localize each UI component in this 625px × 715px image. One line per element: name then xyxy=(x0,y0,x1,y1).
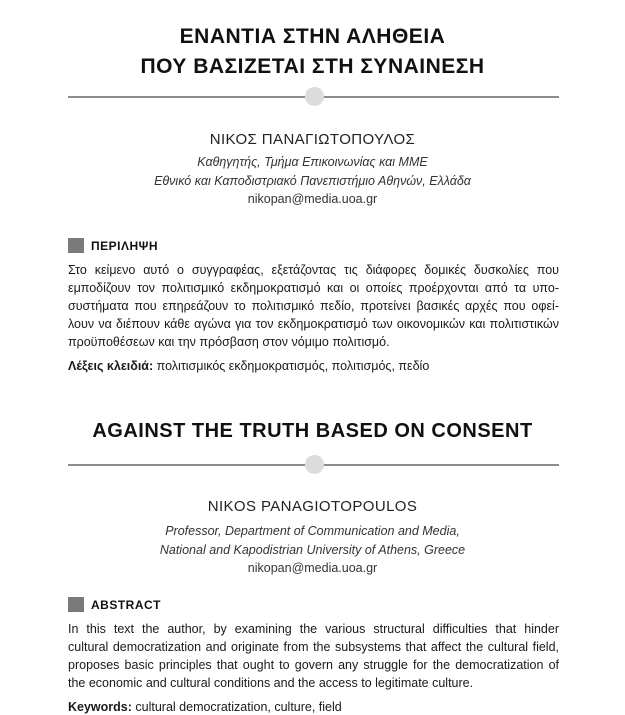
greek-affiliation-line-1: Καθηγητής, Τμήμα Επικοινωνίας και ΜΜΕ xyxy=(197,155,428,169)
english-keywords xyxy=(68,700,559,714)
greek-abstract-line: συστήματα που επηρεάζουν το πολιτισμικό πεδίο, προτείνει βασικές αρχές που οφεί- xyxy=(68,299,559,313)
greek-author-name: ΝΙΚΟΣ ΠΑΝΑΓΙΩΤΟΠΟΥΛΟΣ xyxy=(209,131,416,148)
divider-circle-icon xyxy=(305,87,324,106)
greek-abstract-line: λουν να διέπουν κάθε αγώνα για τον εκδημοκρατισμό των οικονομικών και πολιτιστικών xyxy=(68,317,559,331)
greek-affiliation xyxy=(40,153,585,191)
section-square-icon xyxy=(68,597,84,612)
english-author-name: NIKOS PANAGIOTOPOULOS xyxy=(207,498,418,515)
section-square-icon xyxy=(68,238,84,253)
greek-abstract-line: Στο κείμενο αυτό ο συγγραφέας, εξετάζοντας τις διάφορες δομικές δυσκολίες που xyxy=(68,263,559,277)
english-abstract-line: cultural democratization and originate from the subsystems that affect the cultural field, xyxy=(68,640,559,654)
english-abstract-line: In this text the author, by examining the various structural difficulties that hinder xyxy=(68,622,559,636)
english-abstract-text xyxy=(68,620,559,692)
english-abstract-line: proposes basic principles that ought to govern any struggle for the democratization of xyxy=(68,658,559,672)
greek-title-divider xyxy=(68,87,559,107)
greek-keywords xyxy=(68,359,559,373)
greek-affiliation-line-2: Εθνικό και Καποδιστριακό Πανεπιστήμιο Αθηνών, Ελλάδα xyxy=(154,174,471,188)
english-title: AGAINST THE TRUTH BASED ON CONSENT xyxy=(92,420,533,442)
english-keywords-list: cultural democratization, culture, field xyxy=(135,700,342,714)
english-affiliation-line-1: Professor, Department of Communication and Media, xyxy=(165,524,460,538)
english-abstract-heading-label: ABSTRACT xyxy=(91,598,161,612)
greek-title xyxy=(40,22,585,82)
english-abstract-line: the economic and cultural conditions and the access to legitimate culture. xyxy=(68,676,474,690)
greek-title-line-1: ΕΝΑΝΤΙΑ ΣΤΗΝ ΑΛΗΘΕΙΑ xyxy=(179,25,446,48)
english-affiliation-line-2: National and Kapodistrian University of Athens, Greece xyxy=(159,543,466,557)
greek-abstract-line: προϋποθέσεων και την πρόσβαση στον νόμιμο πολιτισμό. xyxy=(68,335,390,349)
english-keywords-label: Keywords: xyxy=(68,700,132,714)
english-title-divider xyxy=(68,455,559,475)
greek-abstract-heading-label: ΠΕΡΙΛΗΨΗ xyxy=(91,239,159,253)
greek-title-line-2: ΠΟΥ ΒΑΣΙΖΕΤΑΙ ΣΤΗ ΣΥΝΑΙΝΕΣΗ xyxy=(140,55,485,78)
greek-author-email: nikopan@media.uoa.gr xyxy=(247,192,378,206)
english-affiliation xyxy=(40,522,585,560)
greek-abstract-text xyxy=(68,261,559,351)
greek-abstract-line: εμποδίζουν τον πολιτισμικό εκδημοκρατισμό και οι οποίες προέρχονται από τα υπο- xyxy=(68,281,559,295)
greek-keywords-list: πολιτισμικός εκδημοκρατισμός, πολιτισμός, πεδίο xyxy=(156,359,430,373)
greek-keywords-label: Λέξεις κλειδιά: xyxy=(68,359,154,373)
english-author-email: nikopan@media.uoa.gr xyxy=(247,561,378,575)
divider-circle-icon xyxy=(305,455,324,474)
